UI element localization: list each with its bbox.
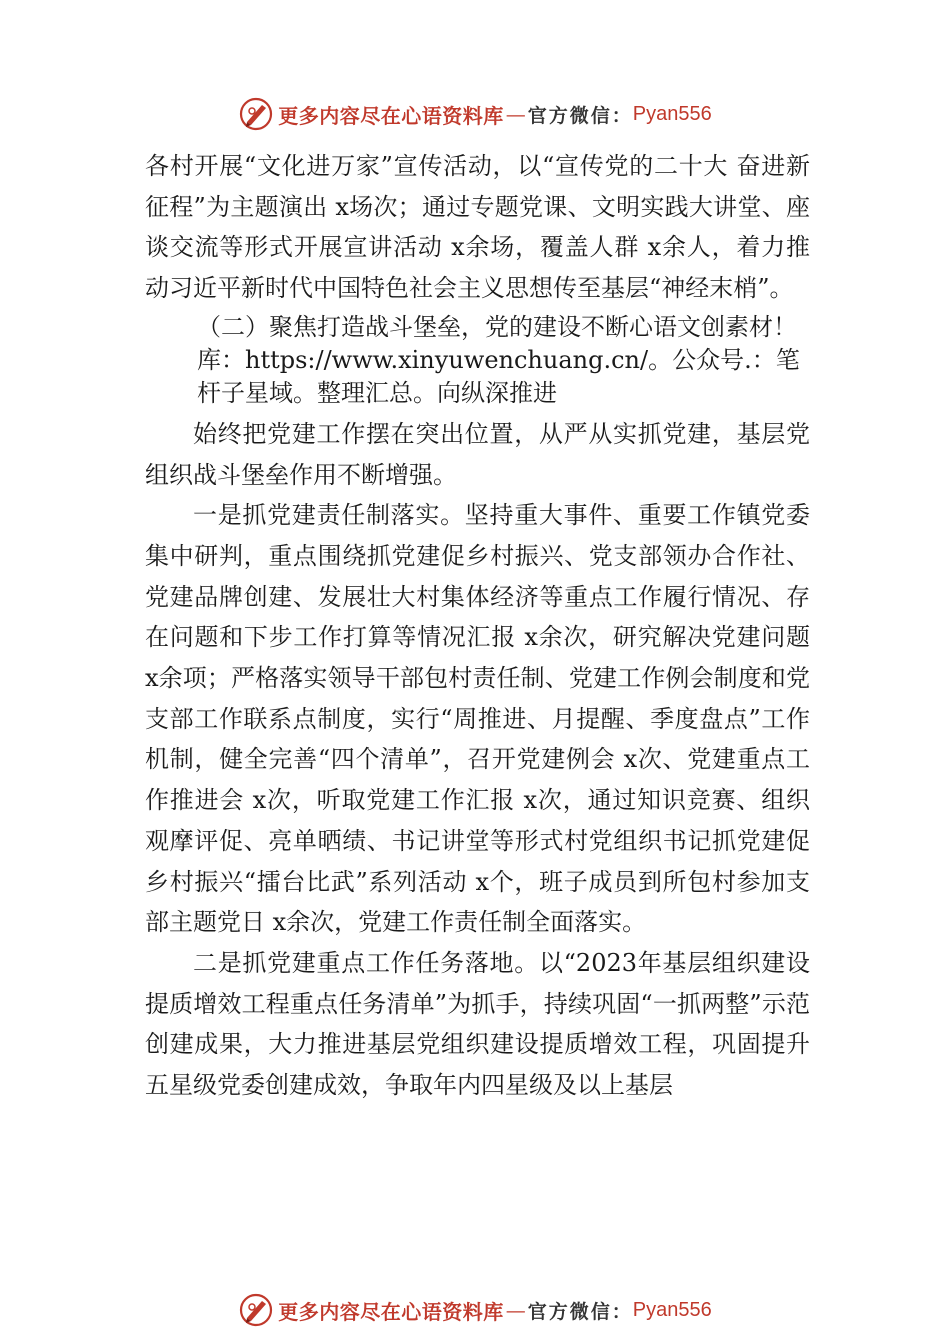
banner-dash: — [505, 102, 526, 126]
pen-logo-icon [238, 1292, 274, 1328]
paragraph-continued: 各村开展“文化进万家”宣传活动，以“宣传党的二十大 奋进新征程”为主题演出 x场次；通过专题党课、文明实践大讲堂、座谈交流等形式开展宣讲活动 x余场，覆盖人群 x余人，着力推动习近平新时代中国特色社会主义思想传至基层“神经末梢”。 [145, 152, 810, 303]
footer-banner [0, 1290, 950, 1330]
document-body [145, 146, 810, 1106]
paragraph: 二是抓党建重点工作任务落地。以“2023年基层组织建设提质增效工程重点任务清单”为抓手，持续巩固“一抓两整”示范创建成果，大力推进基层党组织建设提质增效工程，巩固提升五星级党委创建成效，争取年内四星级及以上基层 [145, 948, 810, 1100]
banner-wechat-id: Pyan556 [632, 1298, 712, 1321]
paragraph: 一是抓党建责任制落实。坚持重大事件、重要工作镇党委集中研判，重点围绕抓党建促乡村振兴、党支部领办合作社、党建品牌创建、发展壮大村集体经济等重点工作履行情况、存在问题和下步工作打算等情况汇报 x余次，研究解决党建问题 x余项；严格落实领导干部包村责任制、党建工作例会制度和党支部工作联系点制度，实行“周推进、月提醒、季度盘点”工作机制，健全完善“四个清单”，召开党建例会 x次、党建重点工作推进会 x次，听取党建工作汇报 x次，通过知识竞赛、组织观摩评促、亮单晒绩、书记讲堂等形式村党组织书记抓党建促乡村振兴“擂台比武”系列活动 x个，班子成员到所包村参加支部主题党日 x余次，党建工作责任制全面落实。 [145, 501, 810, 937]
paragraph: 始终把党建工作摆在突出位置，从严从实抓党建，基层党组织战斗堡垒作用不断增强。 [145, 419, 810, 489]
banner-site-text: 更多内容尽在心语资料库 [278, 103, 504, 128]
header-banner [0, 94, 950, 134]
pen-logo-icon [238, 96, 274, 132]
section-heading: （二）聚焦打造战斗堡垒，党的建设不断心语文创素材！库：https://www.xinyuwenchuang.cn/。公众号.：笔杆子星域。整理汇总。向纵深推进 [197, 312, 800, 407]
banner-wechat-label: 官方微信： [527, 1300, 633, 1323]
banner-wechat-label: 官方微信： [527, 104, 633, 127]
banner-site-text: 更多内容尽在心语资料库 [278, 1299, 504, 1324]
banner-dash: — [505, 1298, 526, 1322]
banner-wechat-id: Pyan556 [632, 102, 712, 125]
